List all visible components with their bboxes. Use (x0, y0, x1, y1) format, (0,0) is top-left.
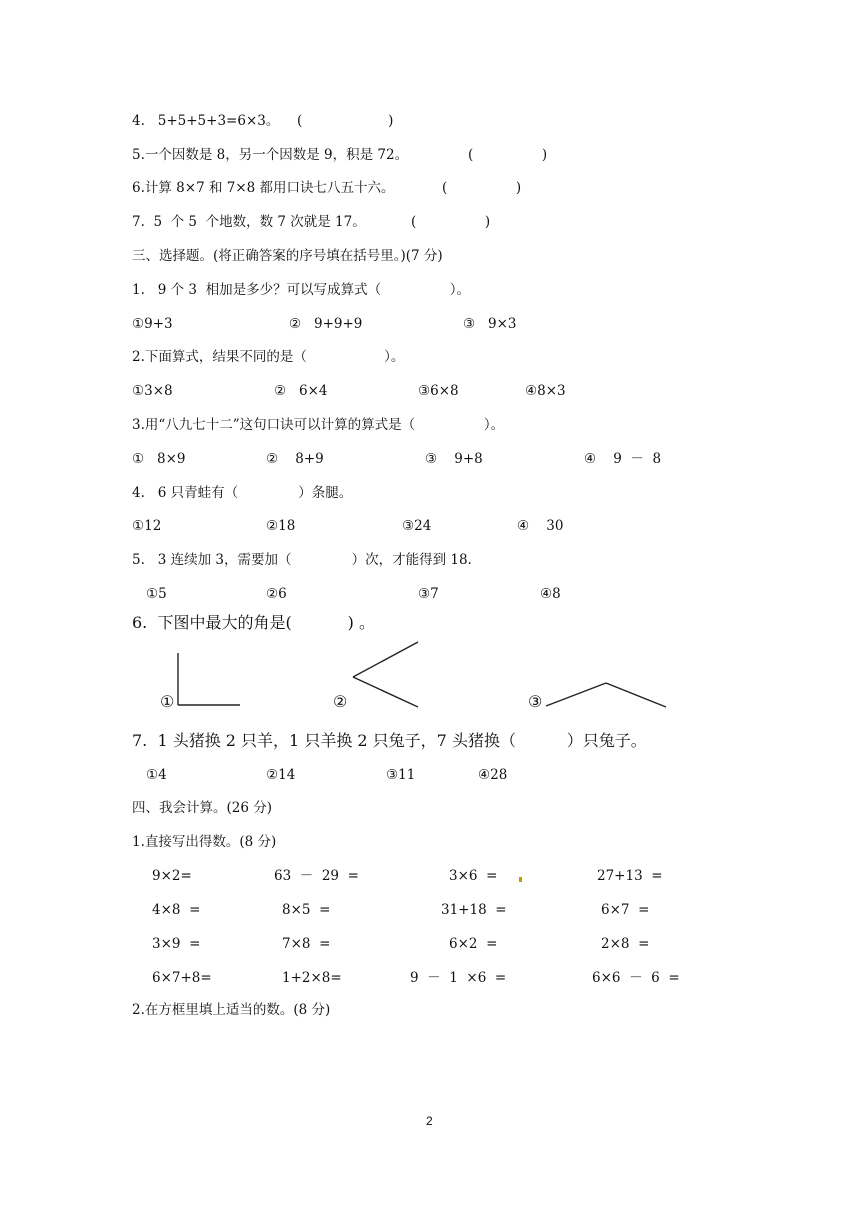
calc-item[interactable]: 2×8 = (601, 936, 650, 952)
option[interactable]: ③ 9+8 (425, 451, 483, 467)
calc-item[interactable]: 4×8 = (152, 902, 201, 918)
judge-item-text: 6.计算 8×7 和 7×8 都用口诀七八五十六。 (132, 180, 395, 196)
option[interactable]: ① 8×9 (132, 451, 186, 467)
choice-q5: 5. 3 连续加 3，需要加（ ）次，才能得到 18. (132, 552, 472, 568)
angle-figures (0, 640, 860, 720)
calc-item[interactable]: 9×2= (152, 868, 192, 884)
option[interactable]: ② 9+9+9 (289, 316, 363, 332)
option[interactable]: ③11 (386, 767, 416, 783)
option[interactable]: ①3×8 (132, 383, 173, 399)
choice-q3: 3.用“八九七十二”这句口诀可以计算的算式是（ ）。 (132, 417, 505, 433)
calc-item[interactable]: 6×2 = (449, 936, 498, 952)
calc-item[interactable]: 8×5 = (282, 902, 331, 918)
calc-item[interactable]: 6×7 = (601, 902, 650, 918)
calc-item[interactable]: 6×6 － 6 = (592, 970, 680, 986)
calc-item[interactable]: 31+18 = (441, 902, 507, 918)
subsection-heading: 1.直接写出得数。(8 分) (132, 834, 277, 850)
option[interactable]: ④28 (478, 767, 508, 783)
acute-angle-figure (353, 642, 418, 707)
obtuse-angle-figure (546, 683, 666, 707)
option[interactable]: ④ 30 (517, 518, 564, 534)
option[interactable]: ② 8+9 (266, 451, 324, 467)
judge-item-text: 4. 5+5+5+3=6×3。 (132, 113, 280, 129)
ink-speck (519, 877, 522, 882)
judge-item-6 (132, 179, 395, 197)
choice-q6: 6. 下图中最大的角是( ) 。 (132, 613, 375, 632)
right-angle-figure (178, 653, 240, 705)
calc-item[interactable]: 3×9 = (152, 936, 201, 952)
answer-blank[interactable]: ( ) (297, 113, 394, 129)
choice-q2: 2.下面算式，结果不同的是（ ）。 (132, 349, 405, 365)
choice-q4: 4. 6 只青蛙有（ ）条腿。 (132, 485, 353, 501)
section-4-heading: 四、我会计算。(26 分) (132, 800, 273, 816)
option[interactable]: ②14 (266, 767, 296, 783)
option[interactable]: ② 6×4 (274, 383, 328, 399)
option[interactable]: ③ 9×3 (463, 316, 517, 332)
section-3-heading: 三、选择题。(将正确答案的序号填在括号里。)(7 分) (132, 248, 443, 264)
option[interactable]: ④ 9 － 8 (584, 451, 662, 467)
figure-label: ③ (528, 692, 543, 711)
subsection-heading: 2.在方框里填上适当的数。(8 分) (132, 1002, 331, 1018)
answer-blank[interactable]: ( ) (411, 214, 491, 230)
judge-item-text: 5.一个因数是 8，另一个因数是 9，积是 72。 (132, 147, 409, 163)
calc-item[interactable]: 6×7+8= (152, 970, 212, 986)
choice-q1: 1. 9 个 3 相加是多少？可以写成算式（ ）。 (132, 282, 471, 298)
calc-item[interactable]: 27+13 = (597, 868, 663, 884)
option[interactable]: ③6×8 (418, 383, 459, 399)
judge-item-4 (132, 112, 279, 130)
figure-label: ② (333, 692, 348, 711)
calc-item[interactable]: 7×8 = (282, 936, 331, 952)
option[interactable]: ④8×3 (525, 383, 566, 399)
calc-item[interactable]: 1+2×8= (282, 970, 342, 986)
page-number: 2 (426, 1114, 433, 1128)
option[interactable]: ④8 (540, 586, 561, 602)
answer-blank[interactable]: ( ) (442, 180, 522, 196)
calc-item[interactable]: 3×6 = (449, 868, 498, 884)
option[interactable]: ①4 (146, 767, 167, 783)
calc-item[interactable]: 9 － 1 ×6 = (410, 970, 507, 986)
choice-q7: 7. 1 头猪换 2 只羊，1 只羊换 2 只兔子，7 头猪换（ ）只兔子。 (132, 731, 647, 750)
judge-item-5 (132, 146, 408, 164)
option[interactable]: ②18 (266, 518, 296, 534)
answer-blank[interactable]: ( ) (468, 147, 548, 163)
option[interactable]: ②6 (266, 586, 287, 602)
option[interactable]: ③24 (402, 518, 432, 534)
option[interactable]: ①9+3 (132, 316, 173, 332)
judge-item-text: 7. 5 个 5 个地数，数 7 次就是 17。 (132, 214, 366, 230)
figure-label: ① (160, 692, 175, 711)
option[interactable]: ③7 (418, 586, 439, 602)
judge-item-7 (132, 213, 366, 231)
option[interactable]: ①12 (132, 518, 162, 534)
option[interactable]: ①5 (146, 586, 167, 602)
calc-item[interactable]: 63 － 29 = (274, 868, 359, 884)
